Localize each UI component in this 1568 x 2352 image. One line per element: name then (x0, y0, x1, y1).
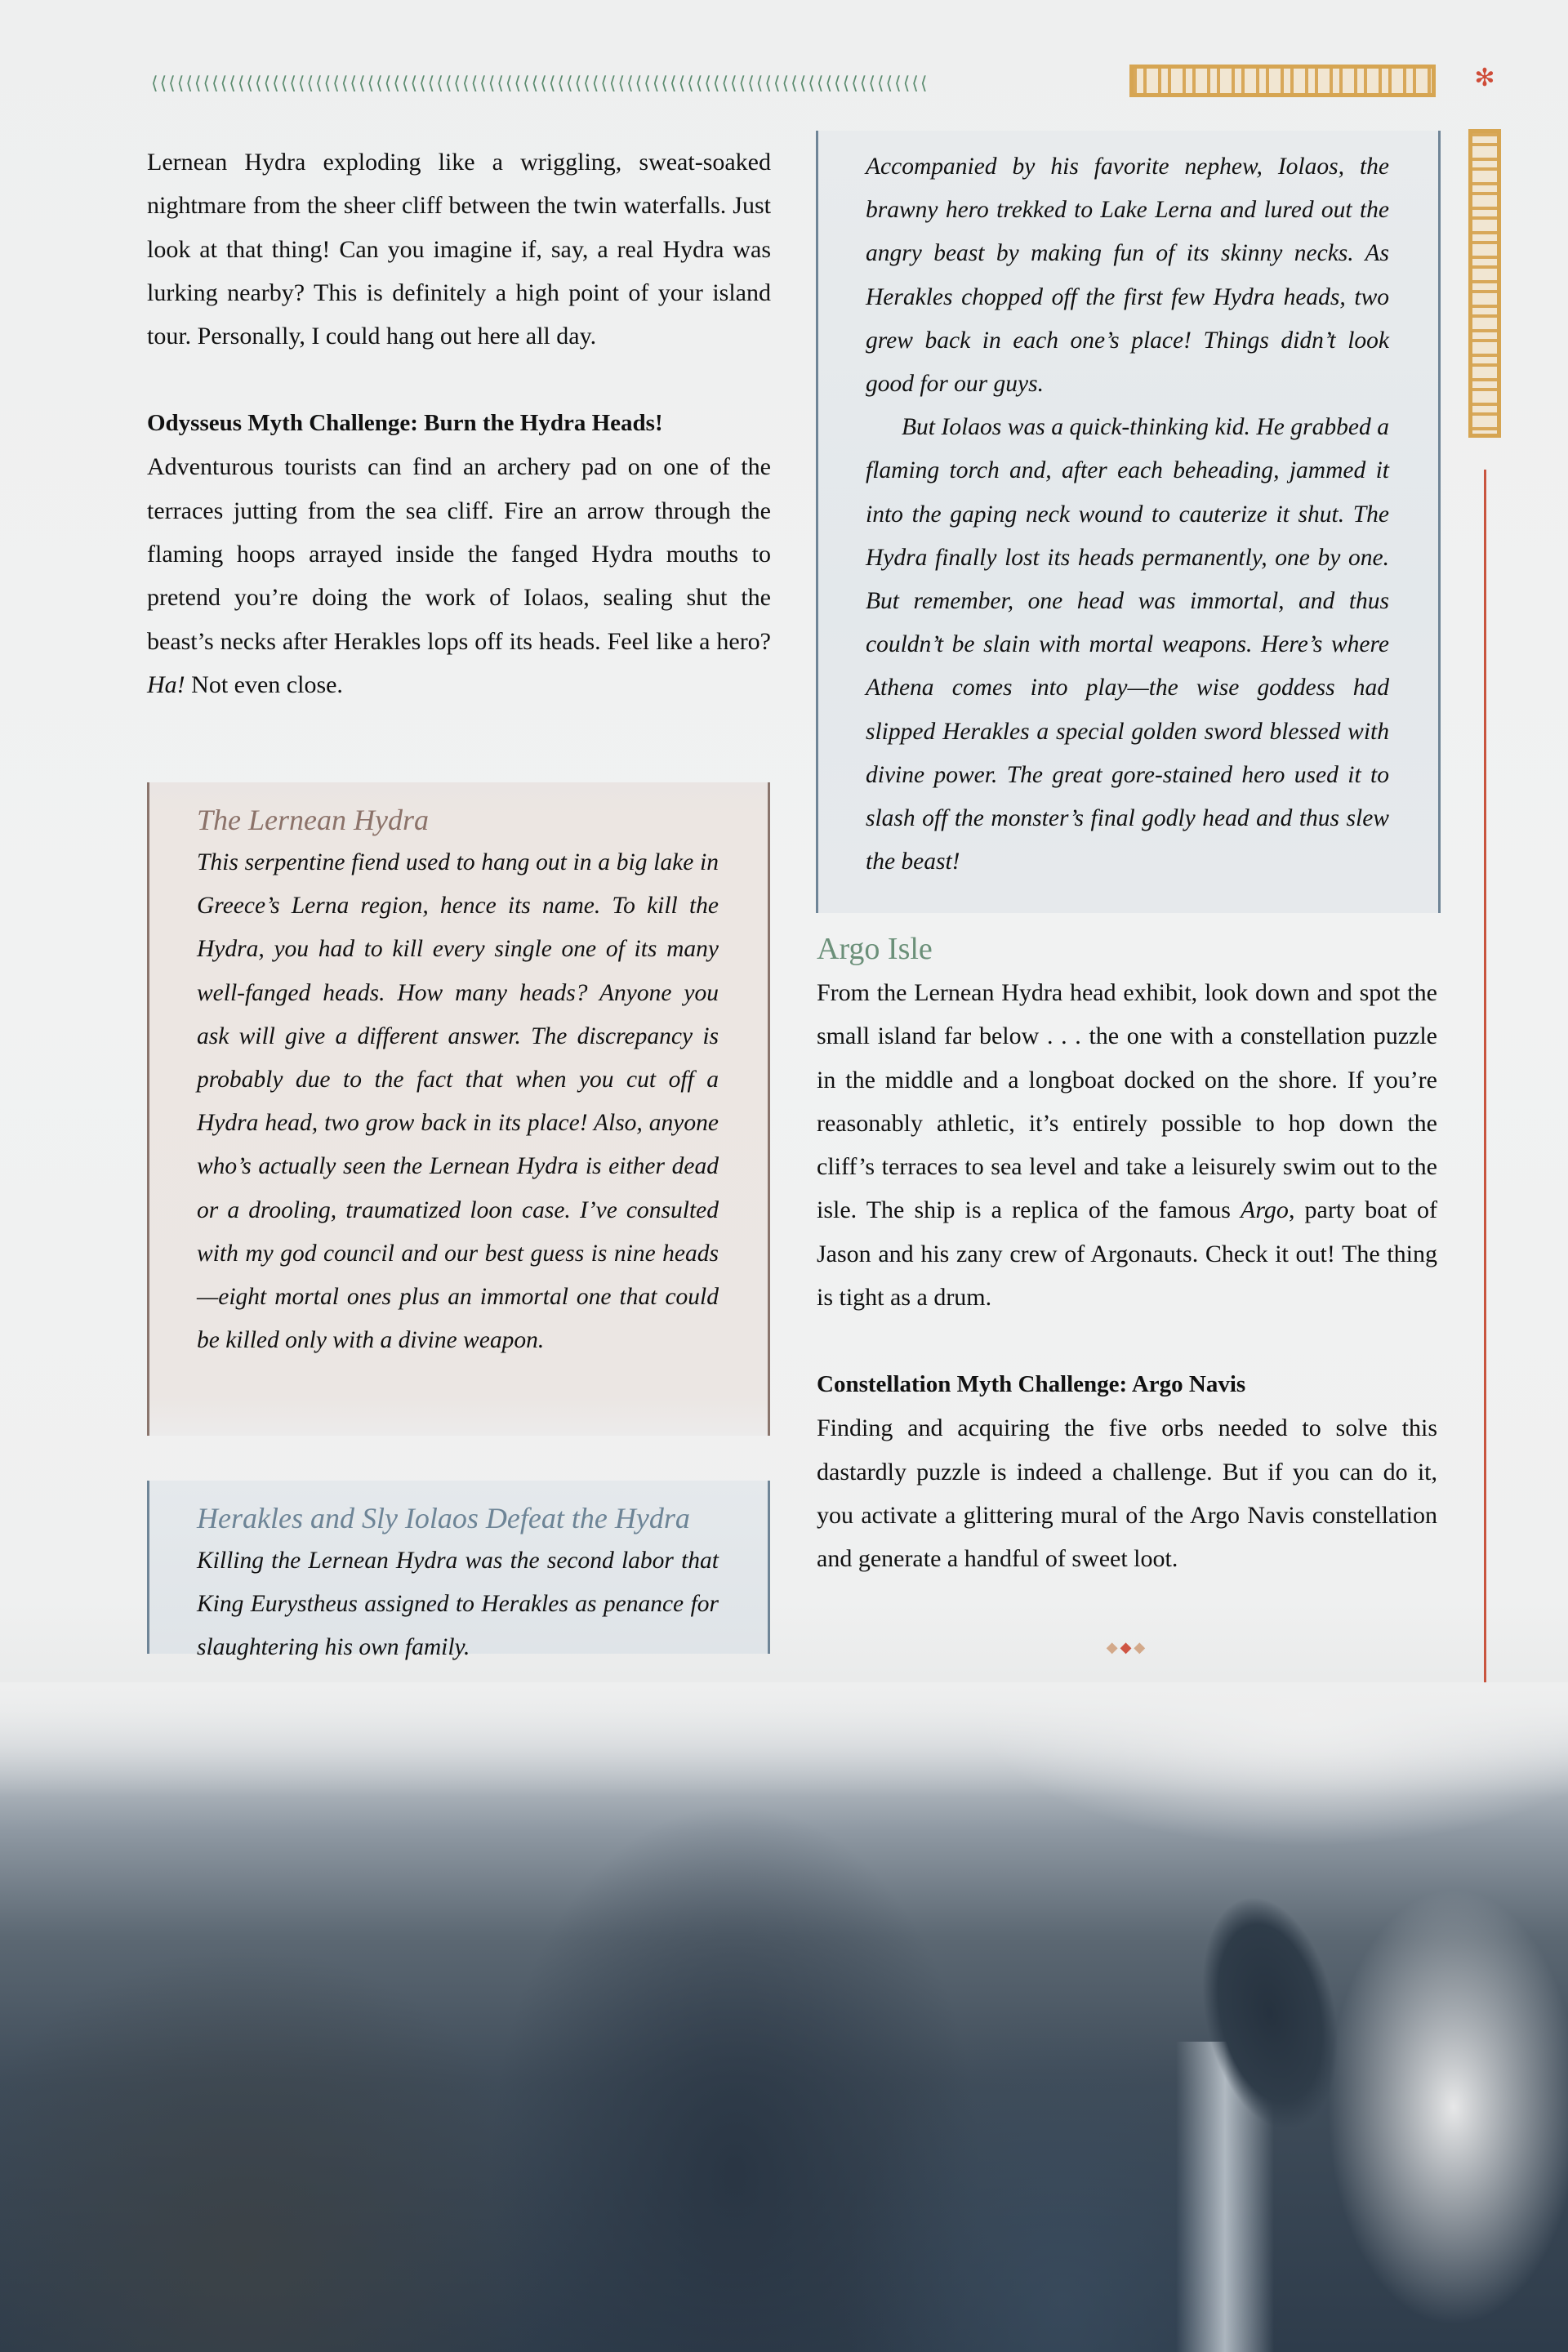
sidebar-lernean-hydra (147, 782, 770, 1436)
sidebar-paragraph-2: But Iolaos was a quick-thinking kid. He grabbed a flaming torch and, after each beheading, jammed it into the gaping neck wound to cauterize it shut. The Hydra finally lost its heads permanently, one by one. But remember, one head was immortal, and thus couldn’t be slain with mortal weapons. Here’s where Athena comes into play—the wise goddess had slipped Herakles a special golden sword blessed with divine power. The great gore-stained hero used it to slash off the monster’s final godly head and thus slew the beast! (866, 414, 1389, 875)
left-column (147, 140, 771, 706)
diamond-icon: ◆ (1106, 1639, 1120, 1655)
argo-isle-title: Argo Isle (817, 932, 933, 966)
challenge-text-part: Adventurous tourists can find an archery pad on one of the terraces jutting from the sea cliff. Fire an arrow through the flaming hoops arrayed inside the fanged Hydra mouths to pretend you’re doing the work of Iolaos, sealing shut the beast’s necks after Herakles lops off its heads. Feel like a hero? (147, 453, 771, 655)
sidebar-paragraph-1: Accompanied by his favorite nephew, Iolaos, the brawny hero trekked to Lake Lerna and lured out the angry beast by making fun of its skinny necks. As Herakles chopped off the first few Hydra heads, two grew back in each one’s place! Things didn’t look good for our guys. (866, 154, 1389, 398)
challenge-italic: Ha! (147, 670, 185, 698)
argo-isle-text (817, 971, 1437, 1319)
greek-key-border-icon (1129, 65, 1436, 97)
sidebar-title: The Lernean Hydra (197, 804, 429, 836)
sidebar-herakles-continued (816, 131, 1441, 913)
sidebar-text: Killing the Lernean Hydra was the second labor that King Eurystheus assigned to Herakles as penance for slaughtering his own family. (197, 1548, 719, 1661)
laurel-border-icon: ⟨⟨⟨⟨⟨⟨⟨⟨⟨⟨⟨⟨⟨⟨⟨⟨⟨⟨⟨⟨⟨⟨⟨⟨⟨⟨⟨⟨⟨⟨⟨⟨⟨⟨⟨⟨⟨⟨⟨⟨⟨⟨⟨⟨⟨⟨⟨⟨⟨⟨⟨⟨⟨⟨⟨⟨⟨⟨⟨⟨⟨⟨⟨⟨⟨⟨⟨⟨⟨⟨⟨⟨⟨⟨⟨⟨⟨⟨⟨⟨⟨⟨⟨⟨⟨⟨⟨⟨⟨⟨ (151, 73, 929, 93)
argo-text-part: From the Lernean Hydra head exhibit, look down and spot the small island far below . . . the one with a constellation puzzle in the middle and a longboat docked on the shore. If you’re reasonably athletic, it’s entirely possible to hop down the cliff’s terraces to sea level and take a leisurely swim out to the isle. The ship is a replica of the famous (817, 979, 1437, 1224)
margin-rule-divider (1484, 470, 1486, 1881)
red-flower-icon: ✻ (1474, 65, 1495, 91)
right-column (817, 927, 1437, 1581)
argo-italic: Argo (1241, 1196, 1289, 1224)
odysseus-challenge-text (147, 445, 771, 706)
argo-text-end: , party boat of Jason and his zany crew of Argonauts. Check it out! The thing is tight as a drum. (817, 1196, 1438, 1312)
challenge-text-end: Not even close. (185, 670, 343, 698)
diamond-icon: ◆ (1134, 1639, 1148, 1655)
diamond-icon: ◆ (1120, 1639, 1134, 1655)
section-end-diamonds-icon (1098, 1637, 1156, 1657)
greek-key-vertical-icon (1468, 129, 1501, 438)
odysseus-challenge-heading: Odysseus Myth Challenge: Burn the Hydra Heads! (147, 410, 663, 437)
constellation-challenge-text: Finding and acquiring the five orbs needed to solve this dastardly puzzle is indeed a challenge. But if you can do it, you activate a glittering mural of the Argo Navis constellation and generate a handful of sweet loot. (817, 1414, 1437, 1573)
sidebar-title: Herakles and Sly Iolaos Defeat the Hydra (197, 1502, 690, 1535)
intro-paragraph: Lernean Hydra exploding like a wriggling, sweat-soaked nightmare from the sheer cliff between the twin waterfalls. Just look at that thing! Can you imagine if, say, a real Hydra was lurking nearby? This is definitely a high point of your island tour. Personally, I could hang out here all day. (147, 149, 771, 350)
constellation-challenge-heading: Constellation Myth Challenge: Argo Navis (817, 1371, 1246, 1398)
sidebar-herakles (147, 1481, 770, 1661)
sidebar-text: This serpentine fiend used to hang out in a big lake in Greece’s Lerna region, hence its name. To kill the Hydra, you had to kill every single one of its many well-fanged heads. How many heads? Anyone you ask will give a different answer. The discrepancy is probably due to the fact that when you cut off a Hydra head, two grow back in its place! Also, anyone who’s actually seen the Lernean Hydra is either dead or a drooling, traumatized loon case. I’ve consulted with my god council and our best guess is nine heads—eight mortal ones plus an immortal one that could be killed only with a divine weapon. (197, 849, 719, 1354)
